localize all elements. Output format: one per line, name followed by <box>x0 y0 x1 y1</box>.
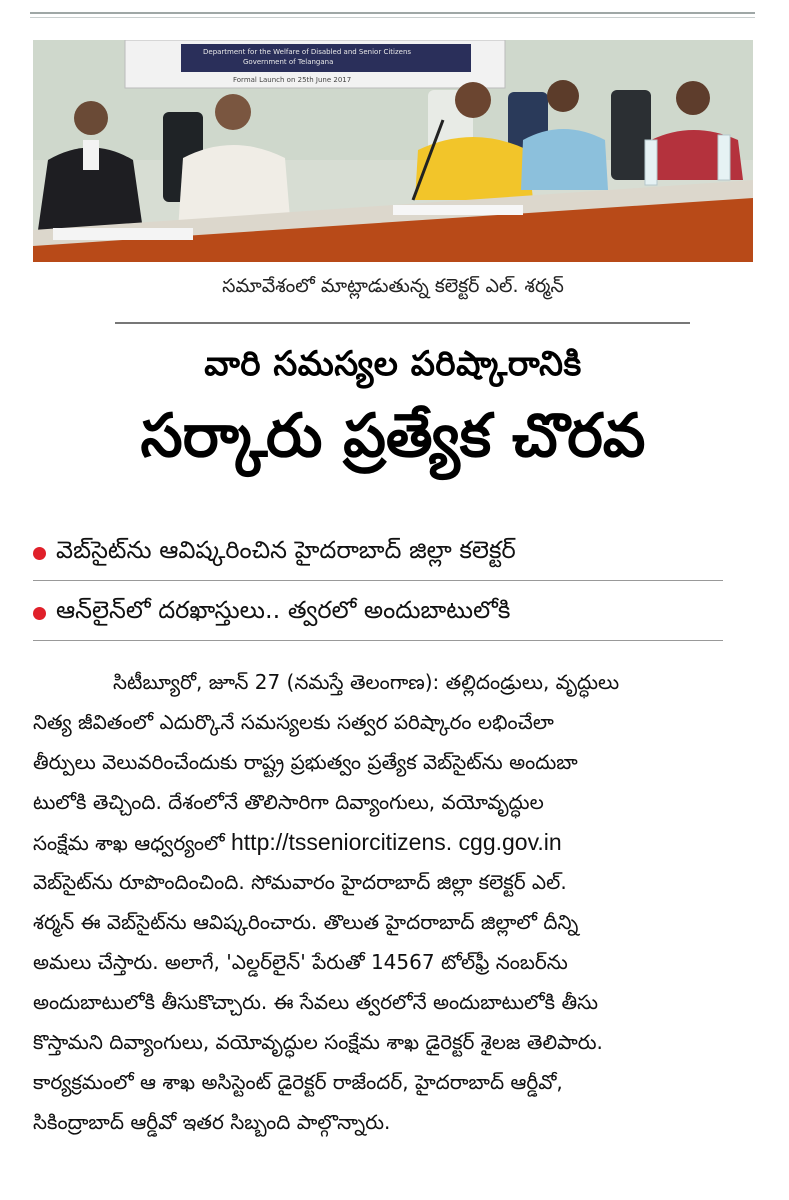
headline-title: సర్కారు ప్రత్యేక చొరవ <box>140 401 646 471</box>
banner-line1: Department for the Welfare of Disabled and Senior Citizens <box>203 48 412 56</box>
body-line: శర్మన్ ఈ వెబ్‌సైట్‌ను ఆవిష్కరించారు. తొలుత హైదరాబాద్ జిల్లాలో దీన్ని <box>33 910 579 934</box>
body-line: టులోకి తెచ్చింది. దేశంలోనే తొలిసారిగా దివ్యాంగులు, వయోవృద్ధుల <box>33 790 544 814</box>
red-bullet-icon <box>33 547 46 560</box>
top-rule-thin <box>30 17 755 18</box>
body-line: తీర్పులు వెలువరించేందుకు రాష్ట్ర ప్రభుత్వం ప్రత్యేక వెబ్‌సైట్‌ను అందుబా <box>33 750 578 774</box>
body-line: అందుబాటులోకి తీసుకొచ్చారు. ఈ సేవలు త్వరలోనే అందుబాటులోకి తీసు <box>33 990 599 1014</box>
top-rule <box>30 12 755 14</box>
news-photo <box>33 40 753 262</box>
body-line: వెబ్‌సైట్‌ను రూపొందించింది. సోమవారం హైదరాబాద్ జిల్లా కలెక్టర్ ఎల్. <box>33 870 567 894</box>
headline-subtitle: వారి సమస్యల పరిష్కారానికి <box>204 344 582 384</box>
banner-line2: Government of Telangana <box>243 58 334 66</box>
red-bullet-icon <box>33 607 46 620</box>
body-line: అమలు చేస్తారు. అలాగే, 'ఎల్డర్‌లైన్' పేరుతో 14567 టోల్‌ఫ్రీ నంబర్‌ను <box>33 950 568 974</box>
body-line: నిత్య జీవితంలో ఎదుర్కొనే సమస్యలకు సత్వర పరిష్కారం లభించేలా <box>33 710 554 734</box>
body-line: సికింద్రాబాద్ ఆర్డీవో ఇతర సిబ్బంది పాల్గొన్నారు. <box>33 1110 391 1134</box>
bullet-text-1: వెబ్‌సైట్‌ను ఆవిష్కరించిన హైదరాబాద్ జిల్లా కలెక్టర్ <box>56 536 516 564</box>
body-line: సంక్షేమ శాఖ ఆధ్వర్యంలో <box>33 831 225 855</box>
body-line: కార్యక్రమంలో ఆ శాఖ అసిస్టెంట్ డైరెక్టర్ రాజేందర్, హైదరాబాద్ ఆర్డీవో, <box>33 1070 563 1094</box>
banner-line3: Formal Launch on 25th June 2017 <box>233 76 352 84</box>
bullet-point-1 <box>33 536 753 570</box>
bullet-rule-2 <box>33 640 723 641</box>
bullet-rule-1 <box>33 580 723 581</box>
caption-rule <box>115 322 690 324</box>
body-line: కొస్తామని దివ్యాంగులు, వయోవృద్ధుల సంక్షేమ శాఖ డైరెక్టర్ శైలజ తెలిపారు. <box>33 1030 603 1054</box>
bullet-text-2: ఆన్‌లైన్‌లో దరఖాస్తులు.. త్వరలో అందుబాటులోకి <box>56 596 511 624</box>
body-line: సిటీబ్యూరో, జూన్ 27 (నమస్తే తెలంగాణ): తల్లిదండ్రులు, వృద్ధులు <box>113 670 620 694</box>
bullet-point-2 <box>33 596 753 630</box>
article-body <box>33 662 753 1142</box>
body-line-with-url <box>33 822 753 862</box>
photo-caption: సమావేశంలో మాట్లాడుతున్న కలెక్టర్ ఎల్. శర్మన్ <box>222 275 564 297</box>
website-url: http://tsseniorcitizens. cgg.gov.in <box>231 829 562 855</box>
